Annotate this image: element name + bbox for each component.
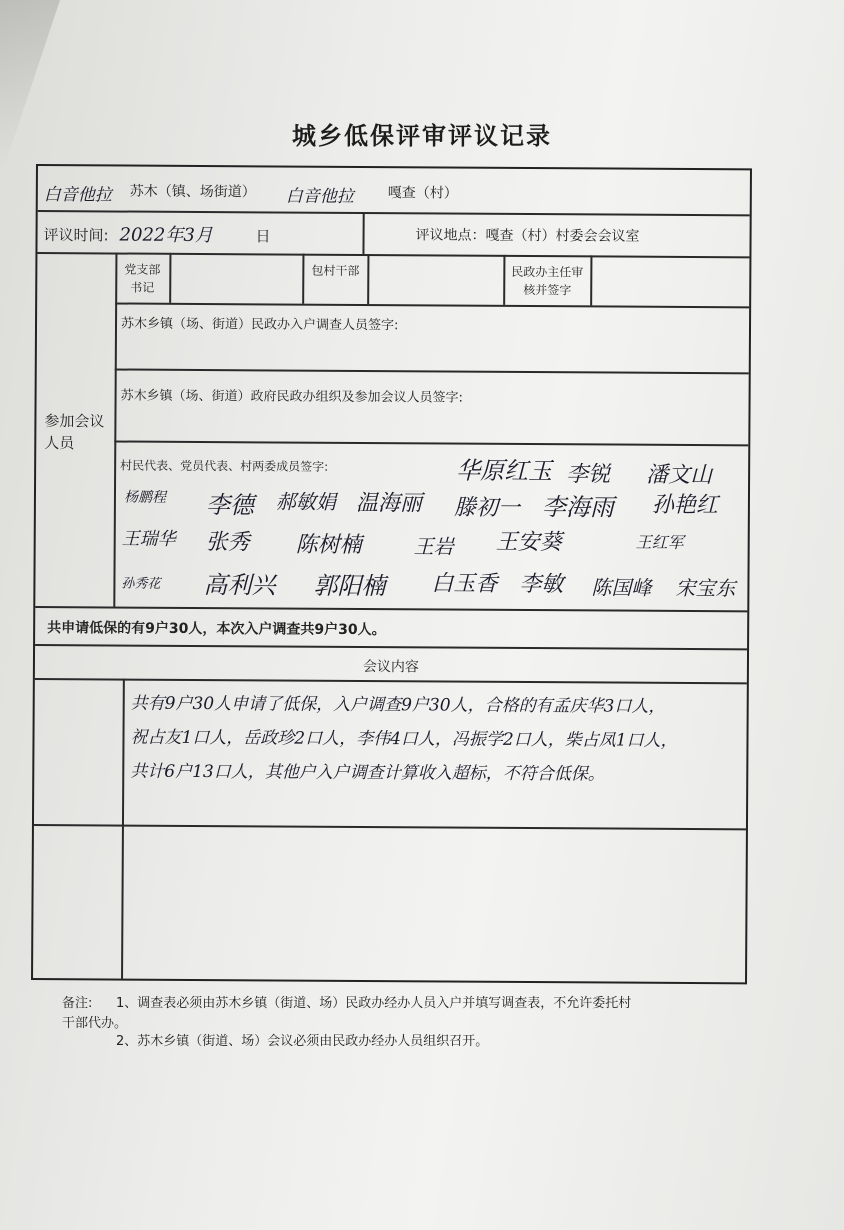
- signature: 白玉香: [431, 571, 498, 597]
- content-section-label: 会议内容: [362, 659, 419, 676]
- signature: 孙秀花: [121, 576, 161, 592]
- content-line: 祝占友1口人，岳政珍2口人，李伟4口人，冯振学2口人，柴占凤1口人，: [130, 727, 678, 751]
- application-summary: 共申请低保的有9户30人，本次入户调查共9户30人。: [47, 620, 386, 639]
- sumu-label: 苏木（镇、场街道）: [129, 183, 256, 201]
- signature: 宋宝东: [675, 575, 736, 601]
- signature: 杨鹏程: [123, 489, 167, 506]
- village-cadre-label: 包村干部: [311, 263, 360, 278]
- signature: 孙艳红: [651, 492, 719, 519]
- signature: 潘文山: [646, 462, 713, 489]
- note-1: 1、调查表必须由苏木乡镇（街道、场）民政办经办人员入户并填写调查表，不允许委托村: [116, 996, 632, 1011]
- signature: 高利兴: [203, 571, 276, 600]
- signature: 张秀: [205, 530, 250, 556]
- village-handwritten: 白音他拉: [285, 186, 354, 207]
- note-1-continued: 干部代办。: [62, 1016, 128, 1031]
- time-value-handwritten: 2022年3月: [119, 224, 213, 247]
- party-secretary-label: 党支部书记: [124, 262, 161, 295]
- note-2: 2、苏木乡镇（街道、场）会议必须由民政办经办人员组织召开。: [116, 1034, 489, 1049]
- place-label: 评议地点：嘎查（村）村委会会议室: [415, 227, 640, 245]
- civil-affairs-director-label: 民政办主任审核并签字: [511, 264, 584, 298]
- signature: 滕初一: [453, 495, 520, 521]
- signature: 李海雨: [541, 493, 614, 522]
- organizers-label: 苏木乡镇（场、街道）政府民政办组织及参加会议人员签字:: [120, 388, 464, 406]
- record-table: [31, 164, 752, 984]
- content-line: 共有9户30人申请了低保，入户调查9户30人，合格的有孟庆华3口人，: [130, 693, 666, 717]
- signature: 王岩: [413, 534, 454, 559]
- village-label: 嘎查（村）: [387, 185, 458, 202]
- reps-label: 村民代表、党员代表、村两委成员签字:: [120, 458, 329, 474]
- participants-section-label: 参加会议人员: [44, 412, 105, 453]
- notes-label: 备注:: [62, 996, 93, 1011]
- signature: 李德: [205, 491, 255, 520]
- signature: 陈国峰: [591, 575, 652, 600]
- signature: 郭阳楠: [313, 571, 386, 601]
- investigators-label: 苏木乡镇（场、街道）民政办入户调查人员签字:: [120, 316, 399, 334]
- time-label: 评议时间:: [43, 226, 109, 245]
- day-label: 日: [255, 227, 271, 246]
- signature: 李锐: [566, 462, 611, 488]
- content-line: 共计6户13口人，其他户入户调查计算收入超标，不符合低保。: [130, 761, 605, 785]
- signature: 华原红玉: [456, 456, 553, 486]
- signature: 王红军: [635, 532, 684, 552]
- township-handwritten: 白音他拉: [43, 185, 112, 206]
- signature: 王瑞华: [121, 528, 176, 550]
- signature: 温海丽: [355, 490, 423, 517]
- signature: 王安葵: [495, 529, 562, 556]
- signature: 陈树楠: [295, 532, 362, 558]
- signature: 李敏: [519, 571, 564, 598]
- signature: 郝敏娟: [275, 489, 337, 514]
- page-title: 城乡低保评审评议记录: [292, 122, 552, 150]
